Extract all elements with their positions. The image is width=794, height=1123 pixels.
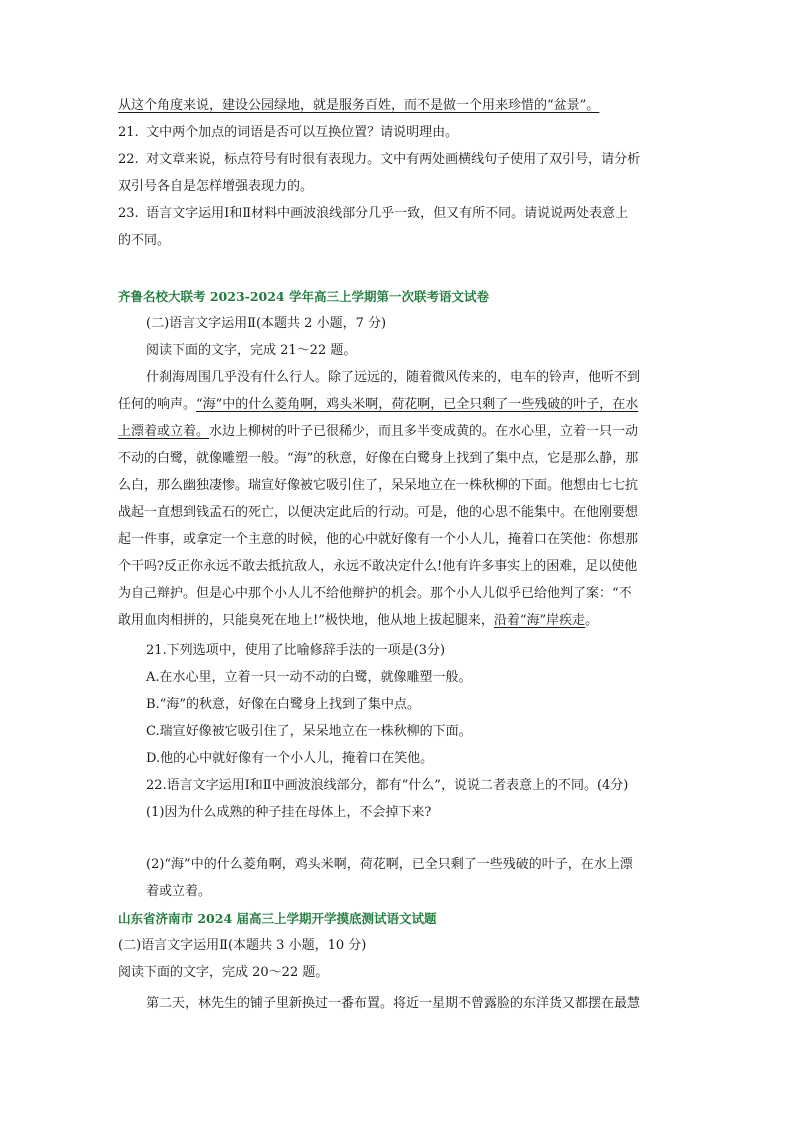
question-number: 21. bbox=[118, 125, 139, 140]
underlined-sentence: 沿着“海”岸疾走 bbox=[493, 613, 586, 628]
passage-line: 个干吗?反正你永远不敢去抵抗敌人，永远不敢决定什么!他有许多事实上的困难，足以使他 bbox=[118, 559, 638, 574]
option-c: C.瑞宣好像被它吸引住了，呆呆地立在一株秋柳的下面。 bbox=[146, 724, 472, 739]
lead-line: 从这个角度来说，建设公园绿地，就是服务百姓，而不是做一个用来珍惜的“盆景”。 bbox=[118, 98, 600, 113]
passage-line: 不动的白鹭，就像雕塑一般。“海”的秋意，好像在白鹭身上找到了集中点，它是那么静，那 bbox=[118, 451, 639, 466]
question-23 bbox=[118, 205, 628, 223]
passage-line: 战起一直想到钱孟石的死亡，以便决定此后的行动。可是，他的心思不能集中。在他刚要想 bbox=[118, 505, 639, 520]
passage-text: 水边上柳树的叶子已很稀少，而且多半变成黄的。在水心里，立着一只一动 bbox=[209, 424, 639, 439]
question-21-stem: 21.下列选项中，使用了比喻修辞手法的一项是(3分) bbox=[146, 643, 446, 658]
question-22-part-2: (2)“海”中的什么菱角啊，鸡头米啊，荷花啊，已全只剩了一些残破的叶子，在水上漂 bbox=[146, 857, 633, 872]
passage-text: 任何的响声。 bbox=[118, 397, 197, 412]
passage-line: 什刹海周围几乎没有什么行人。除了远远的，随着微风传来的，电车的铃声，他听不到 bbox=[146, 370, 641, 385]
question-21 bbox=[118, 124, 458, 142]
passage-line: 为自己辩护。但是心中那个小人儿不给他辩护的机会。那个小人儿似乎已给他判了案：“不 bbox=[118, 586, 632, 601]
underlined-sentence: 上漂着或立着。 bbox=[118, 424, 210, 439]
passage-line bbox=[118, 423, 638, 441]
question-22-part-1: (1)因为什么成熟的种子挂在母体上，不会掉下来? bbox=[146, 805, 432, 820]
question-22-stem: 22.语言文字运用Ⅰ和Ⅱ中画波浪线部分，都有“什么”，说说二者表意上的不同。(4分) bbox=[146, 778, 629, 793]
passage-line bbox=[118, 396, 638, 414]
passage-text: 敢用血肉相拼的，只能臭死在地上!”极快地，他从地上拔起腿来， bbox=[118, 613, 494, 628]
option-d: D.他的心中就好像有一个小人儿，掩着口在笑他。 bbox=[146, 751, 434, 766]
question-23-cont: 的不同。 bbox=[118, 233, 171, 248]
option-b: B.“海”的秋意，好像在白鹭身上找到了集中点。 bbox=[146, 697, 420, 712]
question-22 bbox=[118, 151, 640, 169]
underlined-sentence: “海”中的什么菱角啊，鸡头米啊，荷花啊，已全只剩了一些残破的叶子，在水 bbox=[196, 397, 639, 412]
section-title-1: 齐鲁名校大联考 2023-2024 学年高三上学期第一次联考语文试卷 bbox=[118, 289, 489, 304]
section-subtitle-1: (二)语言文字运用Ⅱ(本题共 2 小题，7 分) bbox=[146, 316, 387, 331]
section-title-2: 山东省济南市 2024 届高三上学期开学摸底测试语文试题 bbox=[118, 911, 437, 926]
passage-line: 起一件事，或拿定一个主意的时候，他的心中就好像有一个小人儿，掩着口在笑他：你想那 bbox=[118, 532, 639, 547]
question-22-part-2-cont: 着或立着。 bbox=[146, 884, 212, 899]
question-number: 23. bbox=[118, 206, 139, 221]
section-instruction-1: 阅读下面的文字，完成 21～22 题。 bbox=[146, 343, 357, 358]
question-number: 22. bbox=[118, 152, 139, 167]
passage-line: 么白，那么幽独凄惨。瑞宣好像被它吸引住了，呆呆地立在一株秋柳的下面。他想由七七抗 bbox=[118, 478, 639, 493]
passage-text: 。 bbox=[585, 613, 599, 628]
option-a: A.在水心里，立着一只一动不动的白鹭，就像雕塑一般。 bbox=[146, 670, 472, 685]
passage-line: 第二天，林先生的铺子里新换过一番布置。将近一星期不曾露脸的东洋货又都摆在最慧 bbox=[146, 996, 641, 1011]
passage-line bbox=[118, 612, 598, 630]
question-text: 语言文字运用Ⅰ和Ⅱ材料中画波浪线部分几乎一致，但又有所不同。请说说两处表意上 bbox=[146, 206, 629, 221]
question-22-cont: 双引号各自是怎样增强表现力的。 bbox=[118, 179, 314, 194]
question-text: 对文章来说，标点符号有时很有表现力。文中有两处画横线句子使用了双引号，请分析 bbox=[146, 152, 641, 167]
section-subtitle-2: (二)语言文字运用Ⅱ(本题共 3 小题，10 分) bbox=[118, 938, 367, 953]
question-text: 文中两个加点的词语是否可以互换位置？请说明理由。 bbox=[146, 125, 459, 140]
section-instruction-2: 阅读下面的文字，完成 20～22 题。 bbox=[118, 965, 329, 980]
